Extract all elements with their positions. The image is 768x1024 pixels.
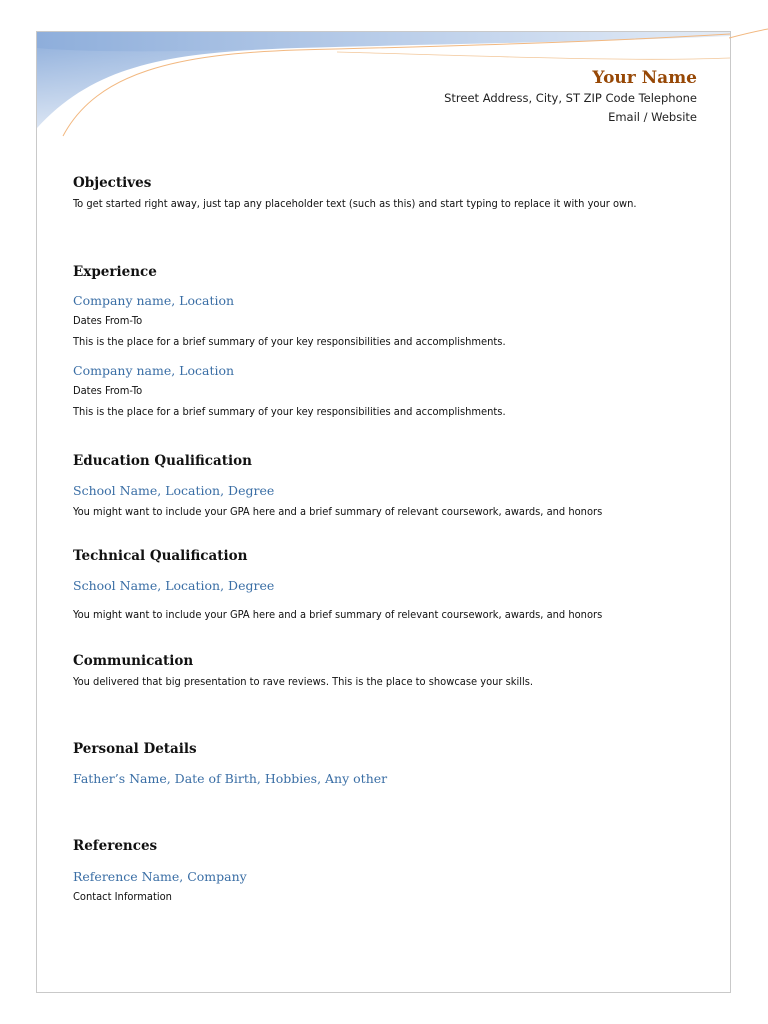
technical-section (73, 546, 703, 625)
school-name[interactable]: School Name, Location, Degree (73, 578, 275, 593)
experience-item (73, 291, 703, 352)
communication-section (73, 651, 703, 692)
education-heading[interactable]: Education Qualification (73, 453, 252, 469)
email-website-line[interactable]: Email / Website (608, 110, 697, 124)
communication-heading[interactable]: Communication (73, 653, 194, 669)
experience-section (73, 262, 703, 422)
address-line[interactable]: Street Address, City, ST ZIP Code Telephone (444, 91, 697, 105)
technical-heading[interactable]: Technical Qualification (73, 548, 248, 564)
references-heading[interactable]: References (73, 838, 158, 854)
reference-name[interactable]: Reference Name, Company (73, 869, 247, 884)
personal-details-section (73, 739, 703, 789)
company-name[interactable]: Company name, Location (73, 293, 235, 308)
communication-text[interactable]: You delivered that big presentation to rave reviews. This is the place to showcase your skills. (73, 675, 534, 688)
resume-page (36, 31, 731, 993)
education-text[interactable]: You might want to include your GPA here and a brief summary of relevant coursework, awards, and honors (73, 505, 603, 518)
personal-details-text[interactable]: Father’s Name, Date of Birth, Hobbies, Any other (73, 771, 388, 786)
school-name[interactable]: School Name, Location, Degree (73, 483, 275, 498)
summary[interactable]: This is the place for a brief summary of your key responsibilities and accomplishments. (73, 335, 506, 348)
experience-item (73, 361, 703, 422)
dates[interactable]: Dates From-To (73, 384, 143, 397)
summary[interactable]: This is the place for a brief summary of your key responsibilities and accomplishments. (73, 405, 506, 418)
company-name[interactable]: Company name, Location (73, 363, 235, 378)
reference-contact[interactable]: Contact Information (73, 890, 172, 903)
dates[interactable]: Dates From-To (73, 314, 143, 327)
swoosh-tail (729, 28, 768, 48)
personal-details-heading[interactable]: Personal Details (73, 741, 197, 757)
references-section (73, 836, 703, 907)
education-section (73, 451, 703, 522)
experience-heading[interactable]: Experience (73, 264, 157, 280)
objectives-heading[interactable]: Objectives (73, 175, 152, 191)
applicant-name[interactable]: Your Name (592, 68, 697, 88)
objectives-section (73, 173, 703, 214)
technical-text[interactable]: You might want to include your GPA here and a brief summary of relevant coursework, awards, and honors (73, 608, 603, 621)
objectives-text[interactable]: To get started right away, just tap any placeholder text (such as this) and start typing to replace it with your own. (73, 197, 637, 210)
contact-header (444, 67, 697, 127)
